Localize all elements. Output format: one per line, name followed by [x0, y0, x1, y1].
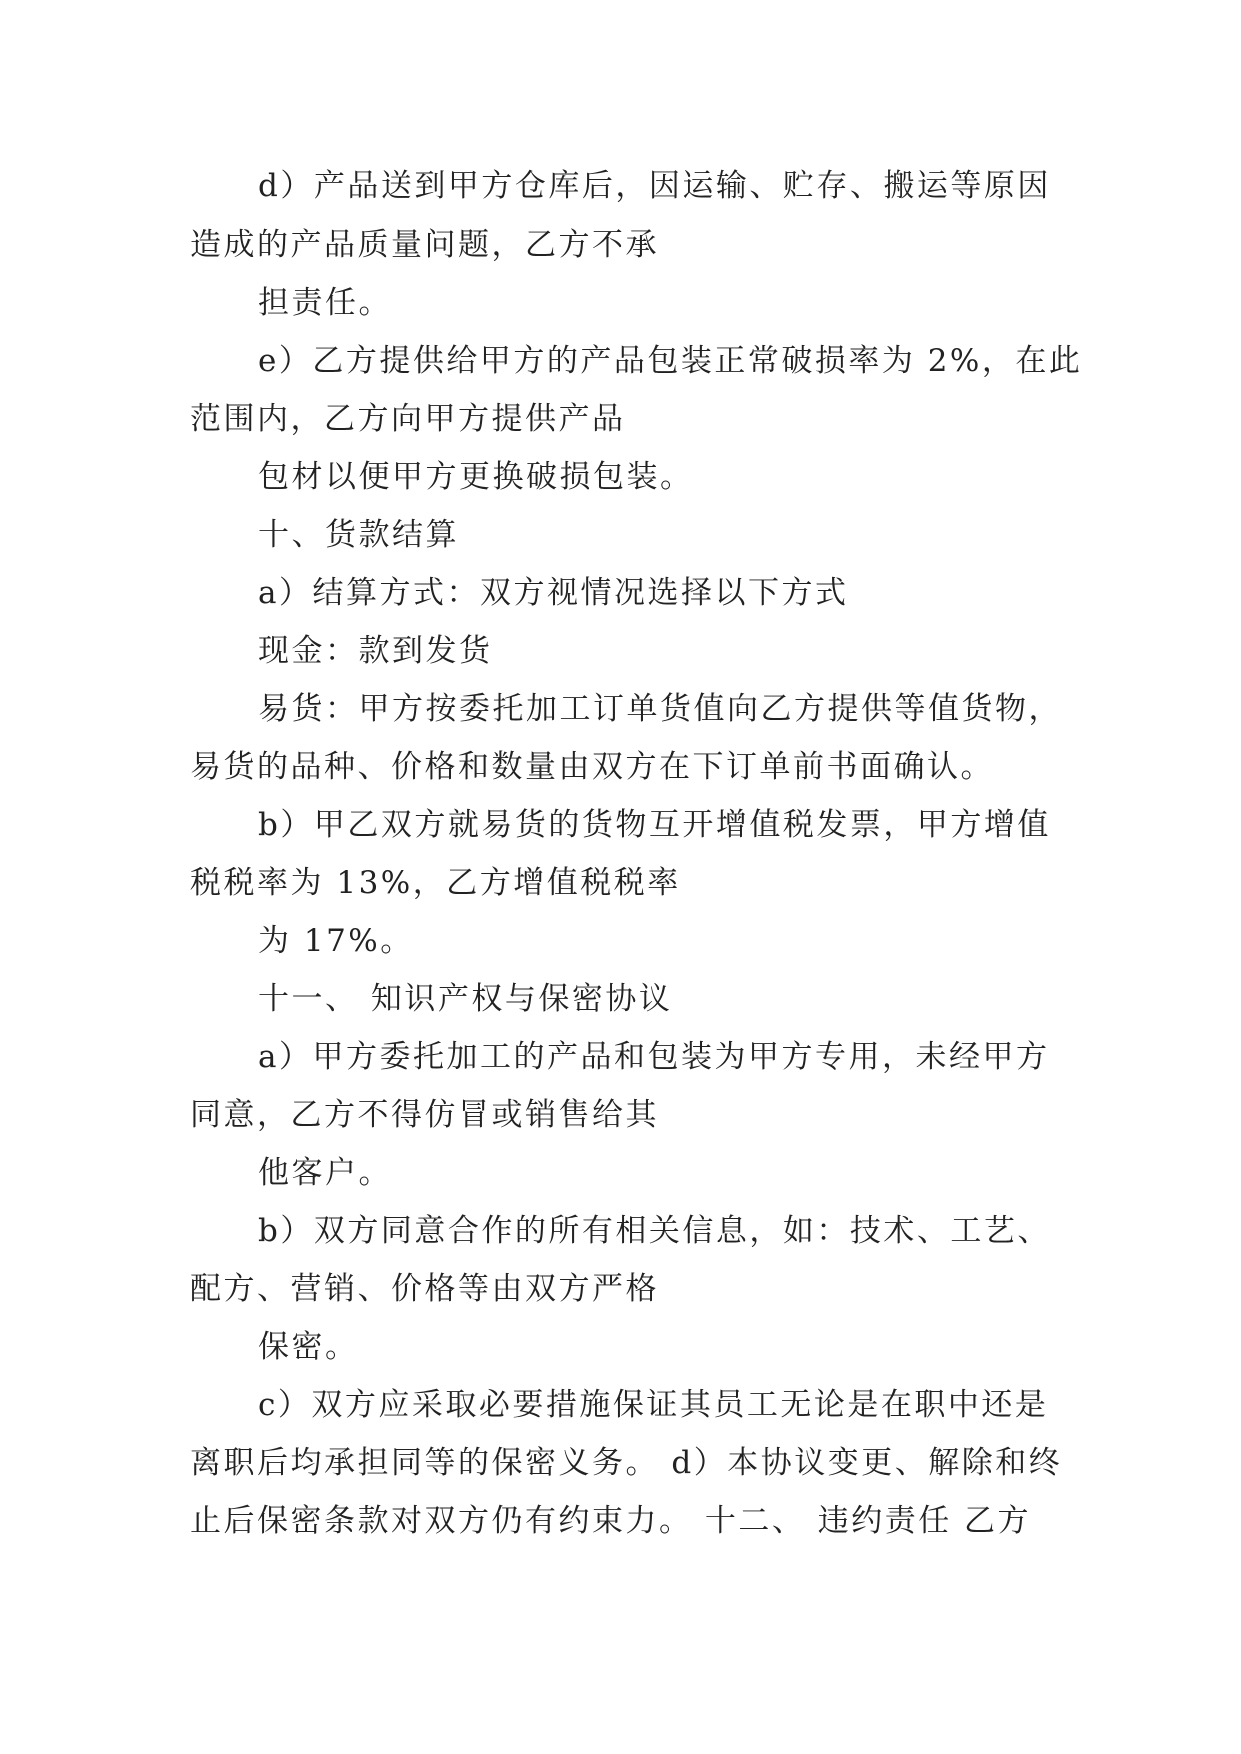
body-line-23: 离职后均承担同等的保密义务。 d）本协议变更、解除和终: [190, 1445, 1063, 1481]
body-line-3: 担责任。: [258, 285, 392, 321]
body-line-12: b）甲乙双方就易货的货物互开增值税发票，甲方增值: [258, 807, 1051, 843]
body-line-4: e）乙方提供给甲方的产品包装正常破损率为 2%，在此: [258, 343, 1083, 379]
section-heading-10: 十、货款结算: [258, 517, 459, 553]
body-line-2: 造成的产品质量问题，乙方不承: [190, 227, 659, 263]
body-line-22: c）双方应采取必要措施保证其员工无论是在职中还是: [258, 1387, 1049, 1423]
body-line-9: 现金：款到发货: [258, 633, 493, 669]
body-line-14: 为 17%。: [258, 923, 414, 959]
body-line-11: 易货的品种、价格和数量由双方在下订单前书面确认。: [190, 749, 994, 785]
body-line-20: 配方、营销、价格等由双方严格: [190, 1271, 659, 1307]
body-line-16: a）甲方委托加工的产品和包装为甲方专用，未经甲方: [258, 1039, 1050, 1075]
body-line-10: 易货：甲方按委托加工订单货值向乙方提供等值货物，: [258, 691, 1062, 727]
body-line-6: 包材以便甲方更换破损包装。: [258, 459, 694, 495]
section-heading-11: 十一、 知识产权与保密协议: [258, 981, 673, 1017]
body-line-19: b）双方同意合作的所有相关信息，如：技术、工艺、: [258, 1213, 1051, 1249]
body-line-5: 范围内，乙方向甲方提供产品: [190, 401, 626, 437]
body-line-8: a）结算方式：双方视情况选择以下方式: [258, 575, 849, 611]
body-line-18: 他客户。: [258, 1155, 392, 1191]
body-line-17: 同意，乙方不得仿冒或销售给其: [190, 1097, 659, 1133]
body-line-13: 税税率为 13%，乙方增值税税率: [190, 865, 681, 901]
body-line-21: 保密。: [258, 1329, 359, 1365]
body-line-24: 止后保密条款对双方仍有约束力。 十二、 违约责任 乙方: [190, 1503, 1032, 1539]
body-line-1: d）产品送到甲方仓库后，因运输、贮存、搬运等原因: [258, 168, 1051, 204]
